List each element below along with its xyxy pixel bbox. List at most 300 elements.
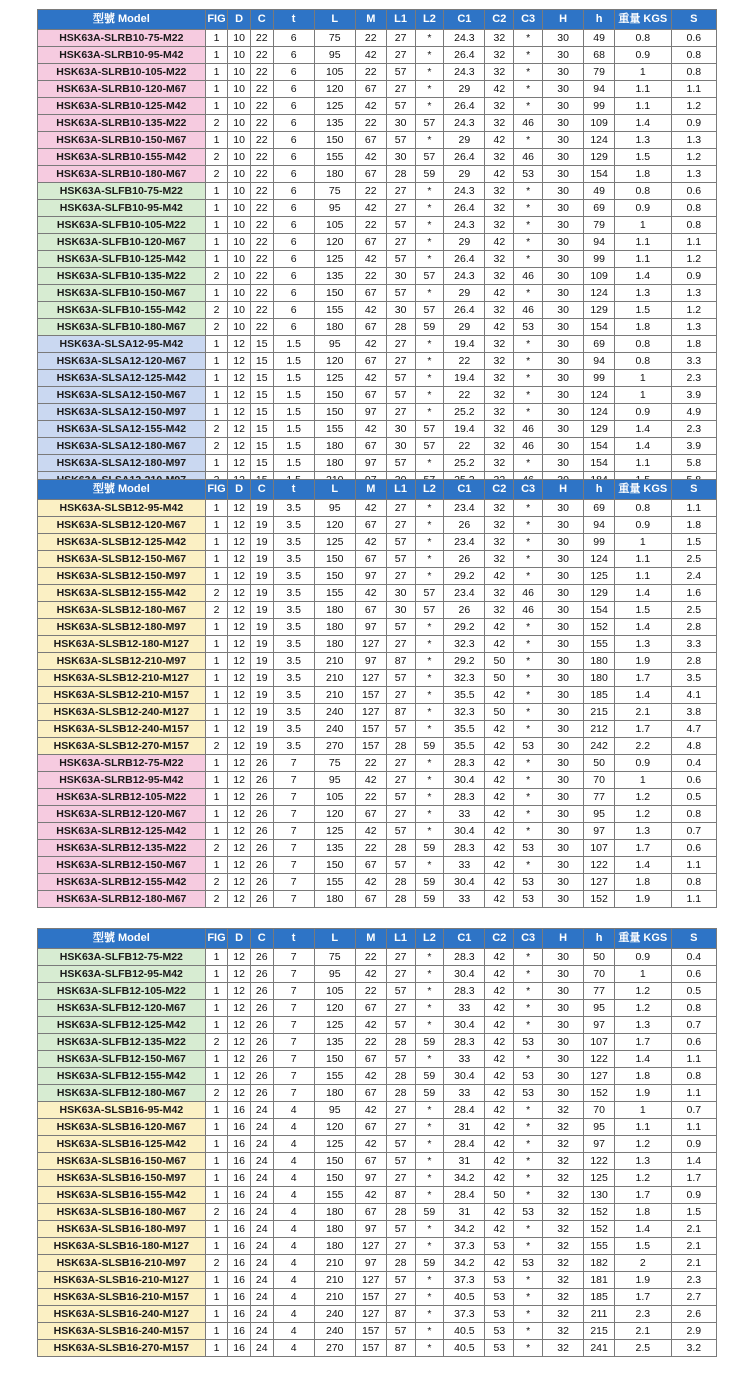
value-cell: 1 [205, 1153, 228, 1170]
value-cell: 35.5 [444, 687, 485, 704]
value-cell: 30.4 [444, 1068, 485, 1085]
value-cell: 210 [314, 1255, 355, 1272]
table-row [38, 183, 717, 200]
value-cell: * [415, 285, 444, 302]
value-cell: 42 [485, 234, 514, 251]
value-cell: 155 [314, 421, 355, 438]
value-cell: 42 [355, 302, 386, 319]
value-cell: 46 [514, 149, 543, 166]
value-cell: 42 [355, 336, 386, 353]
value-cell: 0.8 [671, 200, 716, 217]
value-cell: 1.3 [671, 319, 716, 336]
value-cell: 30 [543, 285, 584, 302]
value-cell: 57 [386, 823, 415, 840]
value-cell: 0.6 [671, 840, 716, 857]
value-cell: 1.2 [615, 1136, 672, 1153]
value-cell: * [415, 64, 444, 81]
value-cell: 24.3 [444, 30, 485, 47]
value-cell: 30 [543, 551, 584, 568]
value-cell: 16 [228, 1238, 251, 1255]
value-cell: 152 [584, 1221, 615, 1238]
value-cell: 19 [250, 568, 273, 585]
value-cell: 57 [386, 551, 415, 568]
value-cell: 75 [314, 183, 355, 200]
value-cell: 212 [584, 721, 615, 738]
value-cell: 19 [250, 500, 273, 517]
value-cell: * [514, 1272, 543, 1289]
value-cell: * [415, 47, 444, 64]
value-cell: * [514, 200, 543, 217]
column-header: L [314, 10, 355, 30]
value-cell: 1.1 [615, 98, 672, 115]
value-cell: 155 [314, 874, 355, 891]
value-cell: 12 [228, 500, 251, 517]
model-cell: HSK63A-SLRB12-95-M42 [38, 772, 206, 789]
value-cell: 42 [355, 585, 386, 602]
value-cell: 10 [228, 183, 251, 200]
value-cell: 32 [543, 1289, 584, 1306]
value-cell: 42 [355, 370, 386, 387]
value-cell: 27 [386, 404, 415, 421]
value-cell: 1.1 [671, 857, 716, 874]
value-cell: 53 [514, 840, 543, 857]
value-cell: 30 [386, 438, 415, 455]
value-cell: 32.3 [444, 704, 485, 721]
table-row [38, 98, 717, 115]
value-cell: 3.5 [273, 602, 314, 619]
value-cell: 28.3 [444, 755, 485, 772]
value-cell: 125 [314, 1017, 355, 1034]
value-cell: 42 [485, 619, 514, 636]
value-cell: 57 [415, 421, 444, 438]
value-cell: 57 [386, 132, 415, 149]
value-cell: 12 [228, 966, 251, 983]
value-cell: 152 [584, 891, 615, 908]
value-cell: 30 [386, 585, 415, 602]
value-cell: 57 [386, 455, 415, 472]
value-cell: 53 [514, 166, 543, 183]
value-cell: 3.5 [273, 551, 314, 568]
value-cell: 1 [205, 1306, 228, 1323]
value-cell: 57 [386, 1136, 415, 1153]
column-header: L2 [415, 480, 444, 500]
value-cell: * [415, 1323, 444, 1340]
value-cell: 15 [250, 353, 273, 370]
value-cell: 7 [273, 1068, 314, 1085]
value-cell: 1.2 [671, 149, 716, 166]
value-cell: 1.5 [273, 336, 314, 353]
table-row [38, 302, 717, 319]
value-cell: 32 [485, 200, 514, 217]
model-cell: HSK63A-SLSA12-180-M67 [38, 438, 206, 455]
value-cell: 2.3 [671, 370, 716, 387]
value-cell: 125 [314, 251, 355, 268]
value-cell: 5.8 [671, 455, 716, 472]
table-row [38, 806, 717, 823]
value-cell: * [514, 721, 543, 738]
value-cell: 32 [485, 404, 514, 421]
value-cell: 59 [415, 840, 444, 857]
value-cell: 1.1 [615, 81, 672, 98]
value-cell: 50 [485, 1187, 514, 1204]
model-cell: HSK63A-SLSB16-240-M127 [38, 1306, 206, 1323]
value-cell: 57 [415, 268, 444, 285]
value-cell: 22 [250, 183, 273, 200]
value-cell: 22 [355, 115, 386, 132]
value-cell: 30 [543, 636, 584, 653]
value-cell: 22 [250, 64, 273, 81]
value-cell: 10 [228, 268, 251, 285]
value-cell: 12 [228, 602, 251, 619]
value-cell: 105 [314, 789, 355, 806]
value-cell: 1 [205, 30, 228, 47]
value-cell: * [514, 1136, 543, 1153]
value-cell: 26 [250, 823, 273, 840]
value-cell: 12 [228, 949, 251, 966]
value-cell: 19.4 [444, 370, 485, 387]
value-cell: 2.3 [671, 421, 716, 438]
value-cell: * [415, 789, 444, 806]
value-cell: 12 [228, 755, 251, 772]
value-cell: 30.4 [444, 823, 485, 840]
value-cell: 42 [485, 285, 514, 302]
table-row [38, 1289, 717, 1306]
model-cell: HSK63A-SLSB16-180-M127 [38, 1238, 206, 1255]
value-cell: * [514, 404, 543, 421]
value-cell: 2.8 [671, 619, 716, 636]
table-row [38, 421, 717, 438]
value-cell: 7 [273, 840, 314, 857]
value-cell: 87 [386, 1187, 415, 1204]
value-cell: 42 [485, 132, 514, 149]
value-cell: 22 [355, 268, 386, 285]
model-cell: HSK63A-SLSB16-180-M67 [38, 1204, 206, 1221]
value-cell: * [514, 653, 543, 670]
value-cell: 155 [314, 1068, 355, 1085]
column-header: H [543, 10, 584, 30]
value-cell: 57 [386, 983, 415, 1000]
value-cell: 2 [205, 1204, 228, 1221]
value-cell: * [415, 857, 444, 874]
value-cell: 24 [250, 1153, 273, 1170]
table-row [38, 81, 717, 98]
value-cell: 75 [314, 30, 355, 47]
value-cell: 16 [228, 1340, 251, 1357]
value-cell: * [514, 534, 543, 551]
value-cell: 22 [444, 387, 485, 404]
value-cell: * [514, 1000, 543, 1017]
value-cell: 1.1 [671, 1051, 716, 1068]
value-cell: 42 [485, 1034, 514, 1051]
value-cell: 2 [205, 149, 228, 166]
value-cell: 1 [615, 64, 672, 81]
value-cell: 1.5 [615, 149, 672, 166]
table-row [38, 687, 717, 704]
value-cell: 27 [386, 1000, 415, 1017]
value-cell: 27 [386, 755, 415, 772]
value-cell: 22 [355, 983, 386, 1000]
column-header: H [543, 480, 584, 500]
table-row [38, 874, 717, 891]
value-cell: 16 [228, 1153, 251, 1170]
model-cell: HSK63A-SLRB10-155-M42 [38, 149, 206, 166]
value-cell: 12 [228, 455, 251, 472]
table-row [38, 823, 717, 840]
value-cell: 30 [543, 268, 584, 285]
value-cell: 2.1 [615, 1323, 672, 1340]
value-cell: 15 [250, 370, 273, 387]
value-cell: 32 [543, 1136, 584, 1153]
model-cell: HSK63A-SLSB16-240-M157 [38, 1323, 206, 1340]
value-cell: 27 [386, 336, 415, 353]
value-cell: 210 [314, 653, 355, 670]
value-cell: 10 [228, 285, 251, 302]
value-cell: 19 [250, 534, 273, 551]
value-cell: 10 [228, 217, 251, 234]
value-cell: 1.5 [273, 404, 314, 421]
model-cell: HSK63A-SLFB10-155-M42 [38, 302, 206, 319]
value-cell: 155 [584, 1238, 615, 1255]
value-cell: * [415, 517, 444, 534]
value-cell: 42 [355, 772, 386, 789]
value-cell: 30 [386, 421, 415, 438]
value-cell: 26 [250, 949, 273, 966]
value-cell: 1.5 [671, 534, 716, 551]
column-header: D [228, 929, 251, 949]
value-cell: 1 [205, 653, 228, 670]
value-cell: 46 [514, 115, 543, 132]
value-cell: 19 [250, 738, 273, 755]
value-cell: 150 [314, 857, 355, 874]
value-cell: 124 [584, 285, 615, 302]
value-cell: * [514, 789, 543, 806]
value-cell: 1.2 [615, 983, 672, 1000]
value-cell: 2 [205, 585, 228, 602]
value-cell: 2.5 [671, 551, 716, 568]
value-cell: 27 [386, 517, 415, 534]
value-cell: 42 [485, 721, 514, 738]
value-cell: 240 [314, 1323, 355, 1340]
value-cell: 32.3 [444, 636, 485, 653]
value-cell: 24.3 [444, 217, 485, 234]
value-cell: 24 [250, 1136, 273, 1153]
value-cell: 30 [543, 1034, 584, 1051]
value-cell: 26 [250, 966, 273, 983]
value-cell: 127 [355, 670, 386, 687]
value-cell: 50 [584, 755, 615, 772]
model-cell: HSK63A-SLSB12-210-M127 [38, 670, 206, 687]
value-cell: 0.8 [671, 1000, 716, 1017]
model-cell: HSK63A-SLRB12-75-M22 [38, 755, 206, 772]
value-cell: 155 [314, 302, 355, 319]
value-cell: 1.3 [615, 132, 672, 149]
table-row [38, 319, 717, 336]
value-cell: 1.7 [615, 721, 672, 738]
value-cell: 3.5 [273, 585, 314, 602]
value-cell: * [415, 455, 444, 472]
column-header: C1 [444, 10, 485, 30]
value-cell: 30 [543, 755, 584, 772]
value-cell: 30 [386, 602, 415, 619]
value-cell: 32 [543, 1272, 584, 1289]
value-cell: 10 [228, 319, 251, 336]
value-cell: 1.5 [671, 1204, 716, 1221]
value-cell: 127 [355, 1272, 386, 1289]
value-cell: 34.2 [444, 1221, 485, 1238]
value-cell: 30 [543, 115, 584, 132]
value-cell: 16 [228, 1170, 251, 1187]
value-cell: 1 [205, 1119, 228, 1136]
value-cell: 15 [250, 438, 273, 455]
value-cell: 15 [250, 404, 273, 421]
value-cell: 7 [273, 1000, 314, 1017]
value-cell: 26 [250, 806, 273, 823]
value-cell: 0.8 [615, 500, 672, 517]
value-cell: 53 [485, 1306, 514, 1323]
value-cell: 53 [514, 891, 543, 908]
value-cell: 1.5 [273, 370, 314, 387]
value-cell: 30 [543, 421, 584, 438]
value-cell: 4 [273, 1340, 314, 1357]
value-cell: * [415, 721, 444, 738]
value-cell: 32 [485, 302, 514, 319]
value-cell: 87 [386, 1340, 415, 1357]
value-cell: 0.9 [615, 755, 672, 772]
value-cell: 32.3 [444, 670, 485, 687]
value-cell: 19 [250, 551, 273, 568]
value-cell: 0.9 [615, 949, 672, 966]
value-cell: 2.1 [671, 1255, 716, 1272]
model-cell: HSK63A-SLSA12-180-M97 [38, 455, 206, 472]
value-cell: * [415, 353, 444, 370]
value-cell: * [514, 517, 543, 534]
column-header: L [314, 480, 355, 500]
value-cell: 1 [205, 517, 228, 534]
header-row [38, 929, 717, 949]
value-cell: * [415, 98, 444, 115]
value-cell: 135 [314, 1034, 355, 1051]
column-header: L1 [386, 480, 415, 500]
value-cell: * [514, 251, 543, 268]
value-cell: 67 [355, 234, 386, 251]
value-cell: 182 [584, 1255, 615, 1272]
value-cell: 49 [584, 183, 615, 200]
value-cell: * [514, 704, 543, 721]
value-cell: 24 [250, 1221, 273, 1238]
value-cell: 3.5 [273, 704, 314, 721]
value-cell: 30 [543, 98, 584, 115]
value-cell: 1.3 [615, 285, 672, 302]
value-cell: 129 [584, 585, 615, 602]
value-cell: 40.5 [444, 1289, 485, 1306]
value-cell: 34.2 [444, 1255, 485, 1272]
value-cell: * [415, 1017, 444, 1034]
value-cell: 1.1 [671, 81, 716, 98]
value-cell: 26 [250, 1034, 273, 1051]
table-row [38, 1068, 717, 1085]
value-cell: 1.1 [615, 568, 672, 585]
value-cell: 150 [314, 1170, 355, 1187]
table-row [38, 1102, 717, 1119]
value-cell: 2 [205, 602, 228, 619]
value-cell: 95 [314, 966, 355, 983]
value-cell: 0.8 [615, 30, 672, 47]
value-cell: 1.3 [615, 823, 672, 840]
column-header: h [584, 10, 615, 30]
value-cell: * [514, 285, 543, 302]
value-cell: 42 [485, 1068, 514, 1085]
value-cell: 67 [355, 891, 386, 908]
value-cell: 22 [250, 285, 273, 302]
value-cell: 67 [355, 438, 386, 455]
value-cell: 24.3 [444, 64, 485, 81]
table-row [38, 1340, 717, 1357]
value-cell: 99 [584, 98, 615, 115]
value-cell: 26 [250, 772, 273, 789]
value-cell: 1.2 [615, 806, 672, 823]
header-row [38, 480, 717, 500]
value-cell: 0.8 [671, 874, 716, 891]
value-cell: 32 [485, 47, 514, 64]
value-cell: 12 [228, 983, 251, 1000]
model-cell: HSK63A-SLRB10-150-M67 [38, 132, 206, 149]
value-cell: 53 [514, 1034, 543, 1051]
table-row [38, 857, 717, 874]
value-cell: 10 [228, 234, 251, 251]
value-cell: 67 [355, 166, 386, 183]
value-cell: 7 [273, 983, 314, 1000]
value-cell: 70 [584, 1102, 615, 1119]
value-cell: 95 [314, 500, 355, 517]
value-cell: 7 [273, 1085, 314, 1102]
value-cell: 154 [584, 319, 615, 336]
value-cell: * [514, 455, 543, 472]
value-cell: 99 [584, 534, 615, 551]
table-row [38, 268, 717, 285]
value-cell: 1.1 [671, 234, 716, 251]
value-cell: * [514, 772, 543, 789]
value-cell: 42 [485, 1102, 514, 1119]
value-cell: 1 [615, 1102, 672, 1119]
value-cell: * [415, 30, 444, 47]
value-cell: 30 [543, 500, 584, 517]
column-header: S [671, 929, 716, 949]
value-cell: 120 [314, 234, 355, 251]
value-cell: * [514, 1187, 543, 1204]
value-cell: 1 [205, 1136, 228, 1153]
value-cell: 1 [205, 81, 228, 98]
value-cell: 1.3 [615, 1153, 672, 1170]
value-cell: 22 [444, 353, 485, 370]
model-cell: HSK63A-SLFB12-150-M67 [38, 1051, 206, 1068]
table-row [38, 619, 717, 636]
model-cell: HSK63A-SLFB10-95-M42 [38, 200, 206, 217]
value-cell: 1 [205, 64, 228, 81]
value-cell: 155 [314, 149, 355, 166]
value-cell: 0.4 [671, 755, 716, 772]
value-cell: 185 [584, 1289, 615, 1306]
table-row [38, 1221, 717, 1238]
value-cell: 16 [228, 1306, 251, 1323]
value-cell: 152 [584, 1204, 615, 1221]
value-cell: * [514, 183, 543, 200]
value-cell: 42 [485, 636, 514, 653]
value-cell: 16 [228, 1221, 251, 1238]
value-cell: 30 [386, 115, 415, 132]
value-cell: 1 [205, 47, 228, 64]
value-cell: 26 [250, 891, 273, 908]
value-cell: 22 [444, 438, 485, 455]
